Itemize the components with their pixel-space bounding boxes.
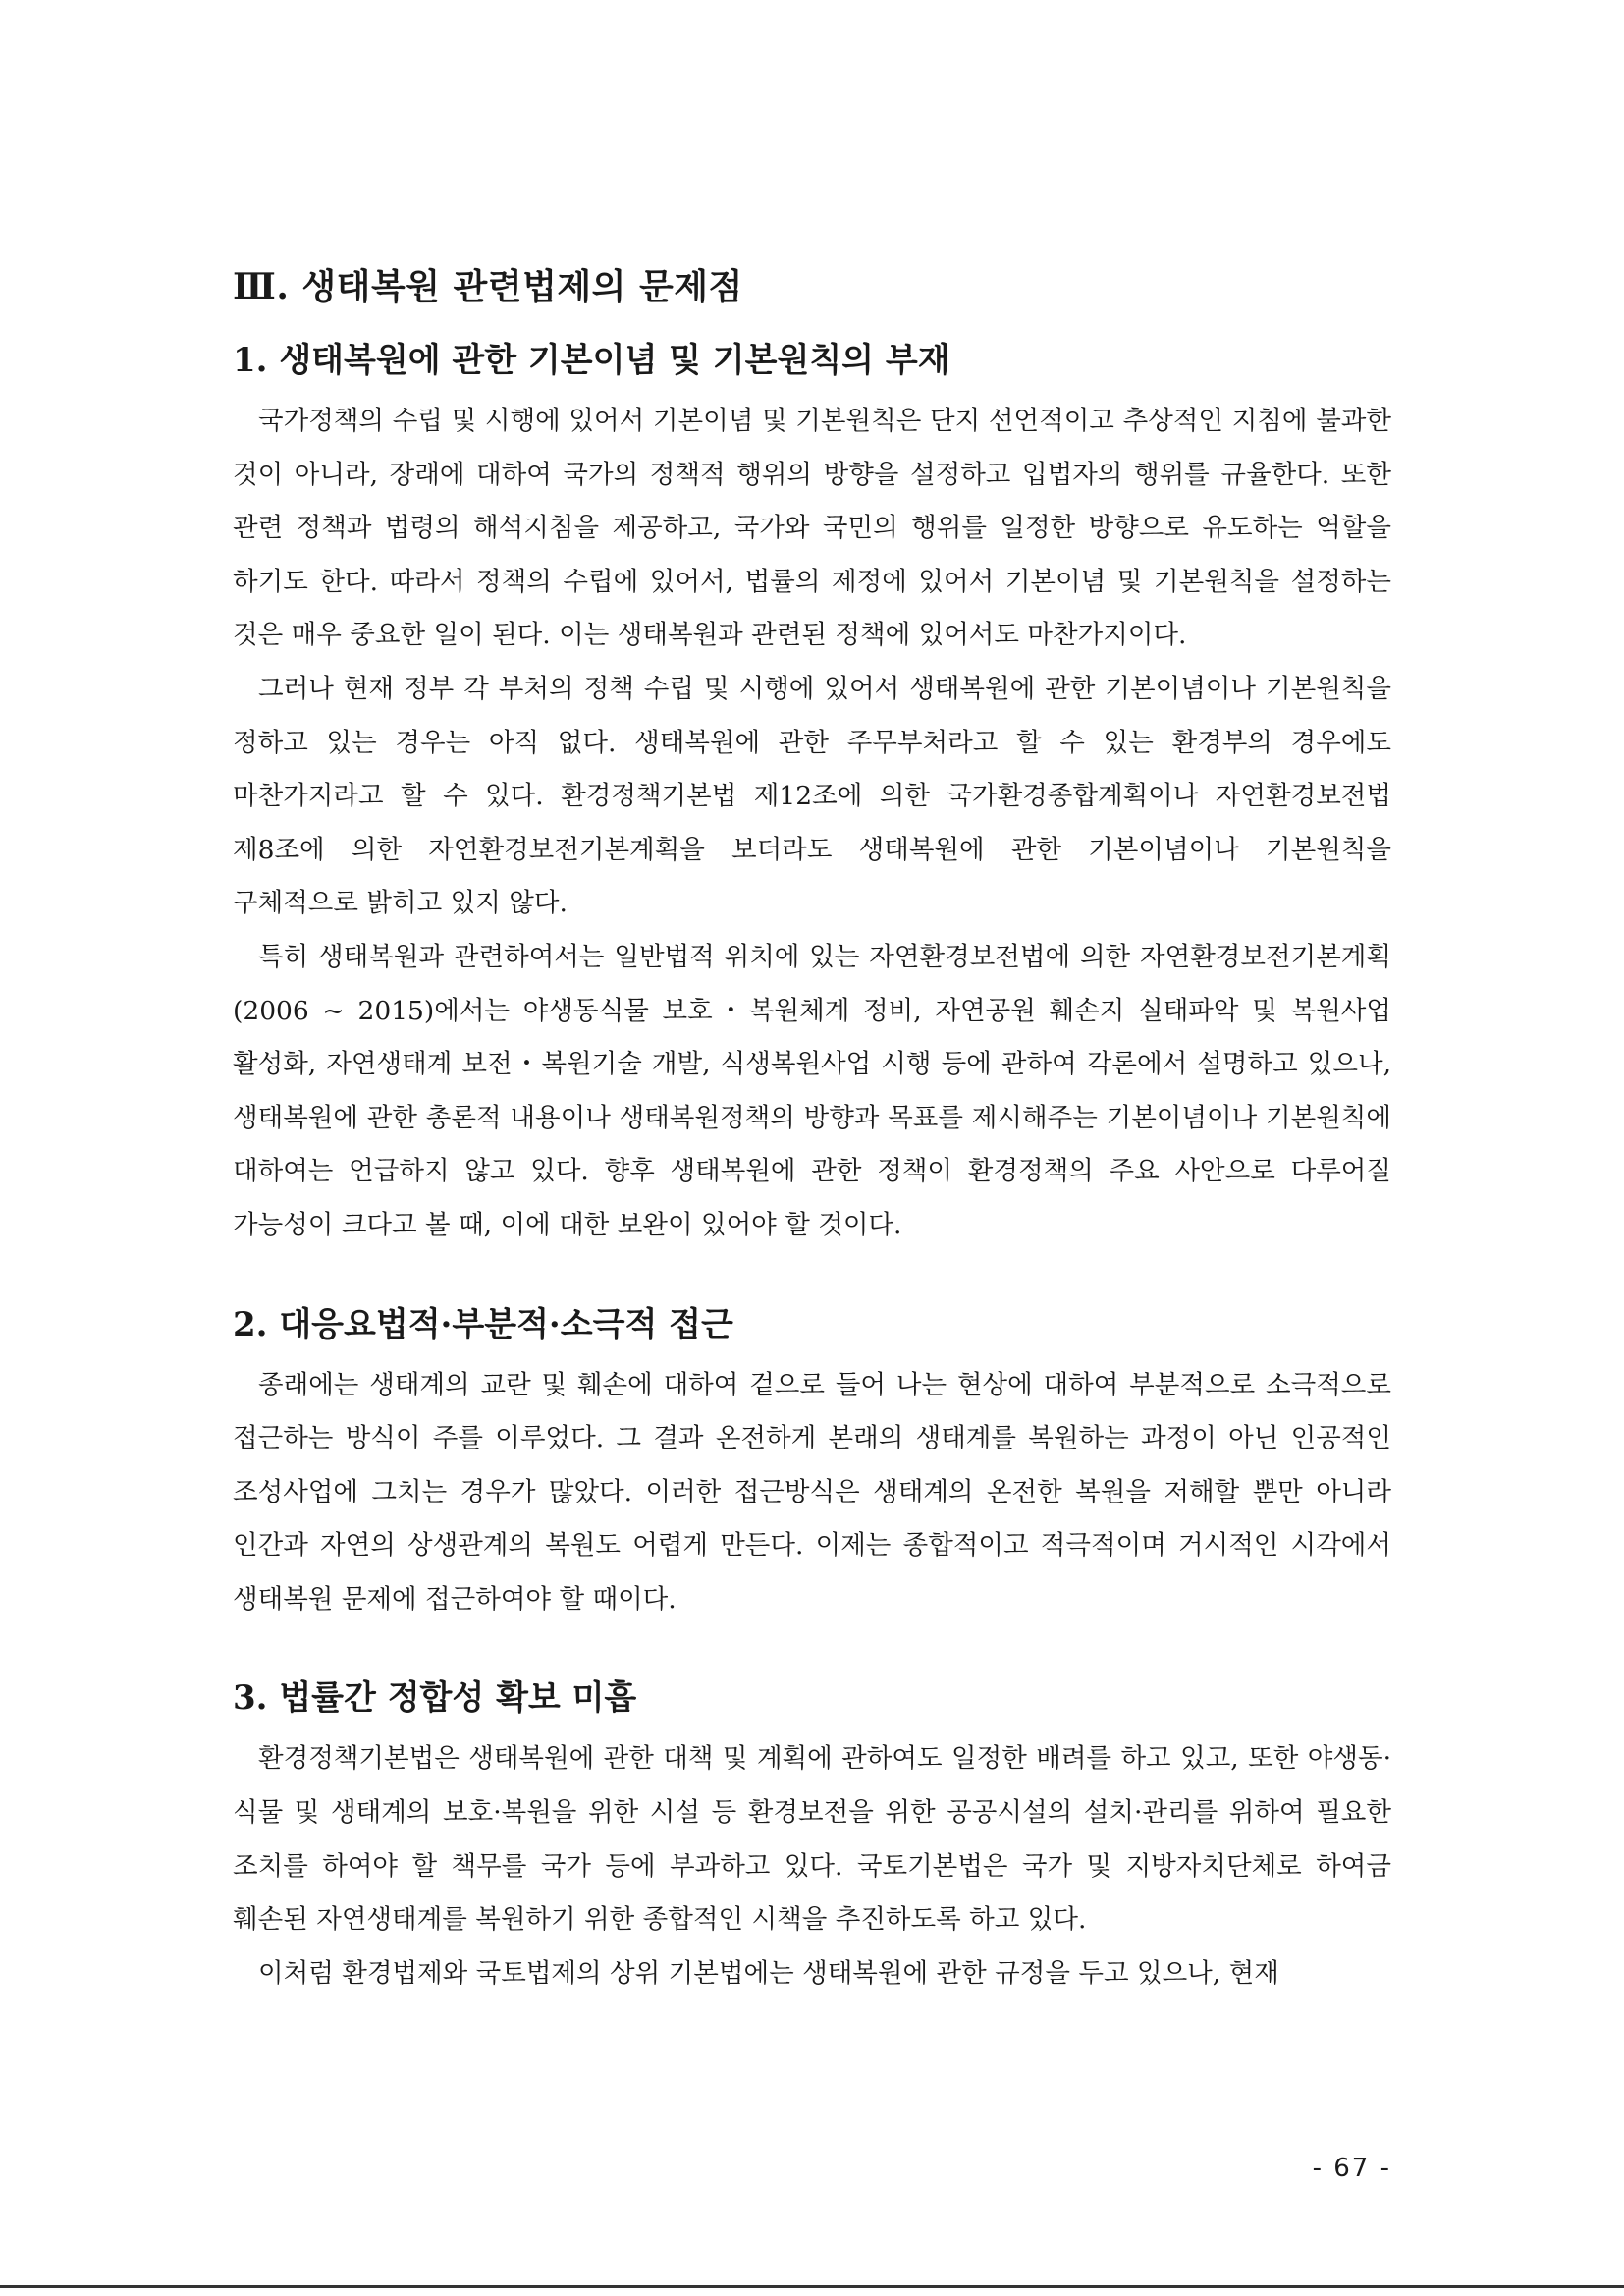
paragraph: 이처럼 환경법제와 국토법제의 상위 기본법에는 생태복원에 관한 규정을 두고 있으나, 현재 — [258, 1957, 1279, 1989]
page-number: - 67 - — [1312, 2154, 1391, 2183]
chapter-title: Ⅲ. 생태복원 관련법제의 문제점 — [233, 266, 743, 307]
paragraph: 종래에는 생태계의 교란 및 훼손에 대하여 겉으로 들어 나는 현상에 대하여 부분적으로 소극적으로 접근하는 방식이 주를 이루었다. 그 결과 온전하게 본래의 생태계를 복원하는 과정이 아닌 인공적인 조성사업에 그치는 경우가 많았다. 이러한 접근방식은 생태계의 온전한 복원을 저해할 뿐만 아니라 인간과 자연의 상생관계의 복원도 어렵게 만든다. 이제는 종합적이고 적극적이며 거시적인 시각에서 생태복원 문제에 접근하여야 할 때이다. — [233, 1369, 1391, 1614]
section-heading: 2. 대응요법적·부분적·소극적 접근 — [233, 1304, 733, 1344]
page-content — [233, 257, 1391, 2000]
paragraph: 특히 생태복원과 관련하여서는 일반법적 위치에 있는 자연환경보전법에 의한 자연환경보전기본계획(2006 ~ 2015)에서는 야생동식물 보호・복원체계 정비, 자연공원 훼손지 실태파악 및 복원사업 활성화, 자연생태계 보전・복원기술 개발, 식생복원사업 시행 등에 관하여 각론에서 설명하고 있으나, 생태복원에 관한 총론적 내용이나 생태복원정책의 방향과 목표를 제시해주는 기본이념이나 기본원칙에 대하여는 언급하지 않고 있다. 향후 생태복원에 관한 정책이 환경정책의 주요 사안으로 다루어질 가능성이 크다고 볼 때, 이에 대한 보완이 있어야 할 것이다. — [233, 941, 1391, 1240]
section-3 — [233, 1669, 1391, 2000]
paragraph: 그러나 현재 정부 각 부처의 정책 수립 및 시행에 있어서 생태복원에 관한 기본이념이나 기본원칙을 정하고 있는 경우는 아직 없다. 생태복원에 관한 주무부처라고 할 수 있는 환경부의 경우에도 마찬가지라고 할 수 있다. 환경정책기본법 제12조에 의한 국가환경종합계획이나 자연환경보전법 제8조에 의한 자연환경보전기본계획을 보더라도 생태복원에 관한 기본이념이나 기본원칙을 구체적으로 밝히고 있지 않다. — [233, 673, 1391, 919]
bottom-divider — [0, 2285, 1624, 2288]
section-1 — [233, 332, 1391, 1253]
paragraph: 국가정책의 수립 및 시행에 있어서 기본이념 및 기본원칙은 단지 선언적이고 추상적인 지침에 불과한 것이 아니라, 장래에 대하여 국가의 정책적 행위의 방향을 설정하고 입법자의 행위를 규율한다. 또한 관련 정책과 법령의 해석지침을 제공하고, 국가와 국민의 행위를 일정한 방향으로 유도하는 역할을 하기도 한다. 따라서 정책의 수립에 있어서, 법률의 제정에 있어서 기본이념 및 기본원칙을 설정하는 것은 매우 중요한 일이 된다. 이는 생태복원과 관련된 정책에 있어서도 마찬가지이다. — [233, 406, 1391, 651]
section-heading: 1. 생태복원에 관한 기본이념 및 기본원칙의 부재 — [233, 341, 950, 380]
section-heading: 3. 법률간 정합성 확보 미흡 — [233, 1678, 637, 1719]
section-2 — [233, 1296, 1391, 1627]
paragraph: 환경정책기본법은 생태복원에 관한 대책 및 계획에 관하여도 일정한 배려를 하고 있고, 또한 야생동·식물 및 생태계의 보호·복원을 위한 시설 등 환경보전을 위한 공공시설의 설치·관리를 위하여 필요한 조치를 하여야 할 책무를 국가 등에 부과하고 있다. 국토기본법은 국가 및 지방자치단체로 하여금 훼손된 자연생태계를 복원하기 위한 종합적인 시책을 추진하도록 하고 있다. — [233, 1743, 1391, 1936]
